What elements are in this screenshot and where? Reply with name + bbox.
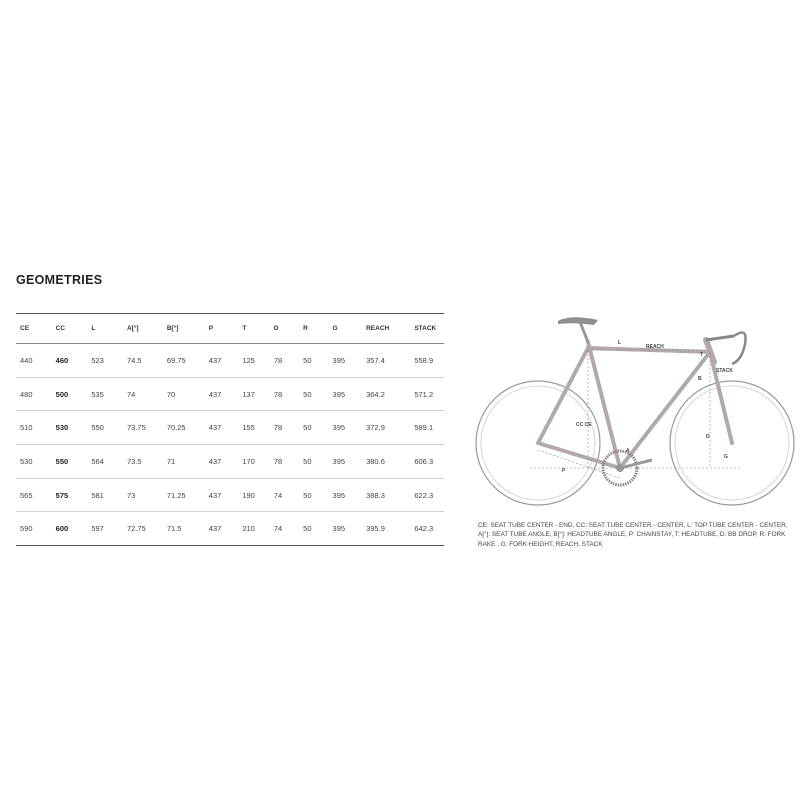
table-cell: 564: [87, 445, 123, 479]
table-cell: 380.6: [362, 445, 410, 479]
table-cell: 388.3: [362, 478, 410, 512]
stem: [706, 336, 734, 340]
table-cell: 73.75: [123, 411, 163, 445]
table-row: [16, 512, 444, 546]
table-cell: 395: [329, 377, 363, 411]
table-cell: 190: [238, 478, 269, 512]
table-cell: 523: [87, 344, 123, 378]
table-cell: 357.4: [362, 344, 410, 378]
table-row: [16, 478, 444, 512]
label-t: T: [700, 352, 704, 358]
table-cell: 74: [123, 377, 163, 411]
table-cell: 500: [52, 377, 88, 411]
column-header: STACK: [410, 314, 444, 344]
table-cell: 395: [329, 512, 363, 546]
table-cell: 530: [52, 411, 88, 445]
table-cell: 74: [270, 512, 299, 546]
column-header: T: [238, 314, 269, 344]
label-l: L: [618, 340, 622, 346]
label-cc-ce: CC CE: [576, 422, 592, 428]
geometry-legend: CE: SEAT TUBE CENTER - END, CC: SEAT TUBE CENTER - CENTER, L: TOP TUBE CENTER - CENTER, A[°]: SEAT TUBE ANGLE, B[°]: HEADTUBE ANGLE, P: CHAINSTAY, T: HEADTUBE, D: BB DROP, R: FORK RAKE , G: FORK HEIGHT, REACH, STACK: [478, 522, 788, 548]
column-header: A[°]: [123, 314, 163, 344]
table-cell: 510: [16, 411, 52, 445]
table-cell: 372.9: [362, 411, 410, 445]
table-cell: 581: [87, 478, 123, 512]
table-cell: 597: [87, 512, 123, 546]
column-header: G: [329, 314, 363, 344]
table-cell: 50: [299, 512, 328, 546]
table-row: [16, 377, 444, 411]
table-cell: 70: [163, 377, 205, 411]
table-cell: 437: [205, 411, 239, 445]
column-header: CC: [52, 314, 88, 344]
table-cell: 550: [52, 445, 88, 479]
saddle: [558, 317, 598, 325]
table-cell: 558.9: [410, 344, 444, 378]
table-cell: 170: [238, 445, 269, 479]
frame: [538, 342, 732, 468]
table-cell: 589.1: [410, 411, 444, 445]
table-cell: 437: [205, 478, 239, 512]
table-cell: 600: [52, 512, 88, 546]
table-cell: 50: [299, 411, 328, 445]
table-cell: 137: [238, 377, 269, 411]
column-header: CE: [16, 314, 52, 344]
table-cell: 71: [163, 445, 205, 479]
table-cell: 550: [87, 411, 123, 445]
page-title: GEOMETRIES: [16, 273, 103, 287]
table-cell: 480: [16, 377, 52, 411]
table-cell: 74.5: [123, 344, 163, 378]
table-cell: 535: [87, 377, 123, 411]
label-stack: STACK: [716, 368, 733, 374]
column-header: D: [270, 314, 299, 344]
table-cell: 50: [299, 445, 328, 479]
table-cell: 125: [238, 344, 269, 378]
table-cell: 606.3: [410, 445, 444, 479]
label-p: P: [562, 468, 566, 474]
table-cell: 437: [205, 512, 239, 546]
table-cell: 69.75: [163, 344, 205, 378]
table-row: [16, 344, 444, 378]
table-cell: 642.3: [410, 512, 444, 546]
table-cell: 437: [205, 445, 239, 479]
table-cell: 74: [270, 478, 299, 512]
table-cell: 71.5: [163, 512, 205, 546]
table-cell: 437: [205, 377, 239, 411]
label-d: D: [706, 434, 710, 440]
table-cell: 395: [329, 411, 363, 445]
table-cell: 73.5: [123, 445, 163, 479]
label-a: A: [626, 448, 630, 454]
table-header-row: [16, 314, 444, 344]
column-header: L: [87, 314, 123, 344]
table-cell: 50: [299, 344, 328, 378]
table-cell: 210: [238, 512, 269, 546]
table-cell: 78: [270, 411, 299, 445]
table-cell: 364.2: [362, 377, 410, 411]
table-cell: 575: [52, 478, 88, 512]
column-header: R: [299, 314, 328, 344]
table-row: [16, 445, 444, 479]
table-cell: 155: [238, 411, 269, 445]
table-cell: 70.25: [163, 411, 205, 445]
label-g: G: [724, 454, 728, 460]
table-cell: 50: [299, 377, 328, 411]
table-cell: 440: [16, 344, 52, 378]
table-cell: 395: [329, 478, 363, 512]
table-cell: 78: [270, 445, 299, 479]
table-cell: 50: [299, 478, 328, 512]
geometry-table: [16, 313, 444, 546]
table-cell: 565: [16, 478, 52, 512]
column-header: REACH: [362, 314, 410, 344]
table-cell: 571.2: [410, 377, 444, 411]
column-header: B[°]: [163, 314, 205, 344]
table-cell: 395: [329, 344, 363, 378]
seatpost: [580, 322, 588, 342]
label-b: B: [698, 376, 702, 382]
table-cell: 530: [16, 445, 52, 479]
table-cell: 395.9: [362, 512, 410, 546]
table-cell: 78: [270, 377, 299, 411]
bike-geometry-diagram: [470, 300, 800, 515]
table-cell: 71.25: [163, 478, 205, 512]
table-cell: 590: [16, 512, 52, 546]
table-cell: 78: [270, 344, 299, 378]
column-header: P: [205, 314, 239, 344]
table-row: [16, 411, 444, 445]
table-cell: 395: [329, 445, 363, 479]
table-cell: 437: [205, 344, 239, 378]
table-cell: 622.3: [410, 478, 444, 512]
label-reach: REACH: [646, 344, 664, 350]
table-cell: 73: [123, 478, 163, 512]
table-cell: 72.75: [123, 512, 163, 546]
table-cell: 460: [52, 344, 88, 378]
